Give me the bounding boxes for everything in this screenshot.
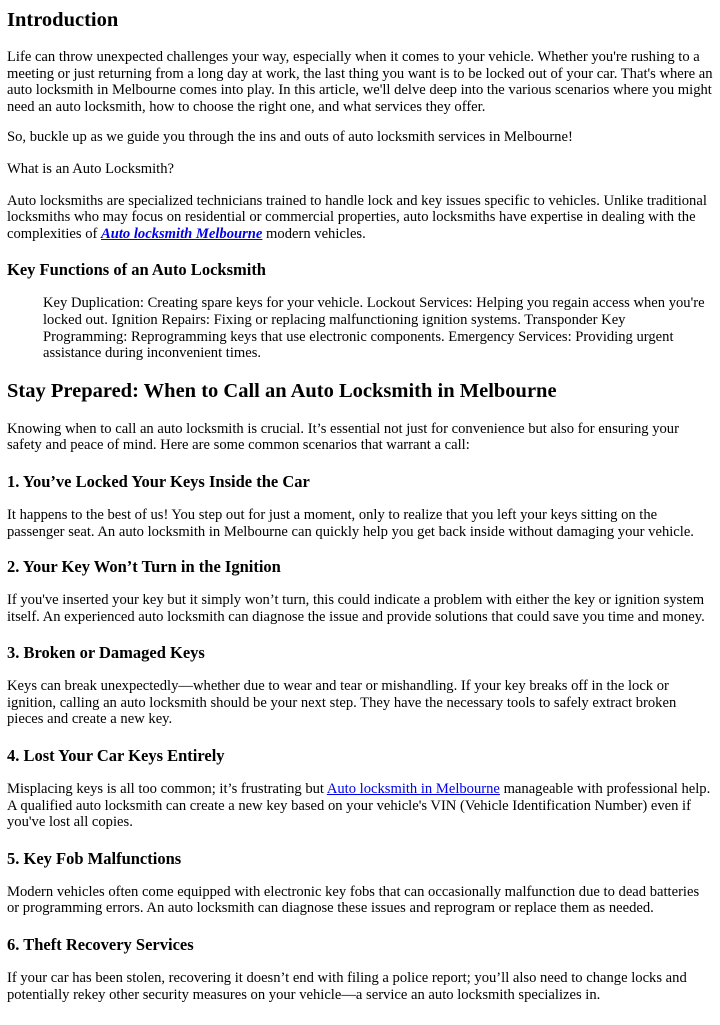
section-2-heading: 2. Your Key Won’t Turn in the Ignition xyxy=(7,557,281,577)
section-3-text: Keys can break unexpectedly—whether due to wear and tear or mishandling. If your key breaks off in the lock or ignition, calling an auto locksmith should be your next step. They have the necessary tools to safely extract broken pieces and create a new key. xyxy=(7,678,677,728)
section-1-heading: 1. You’ve Locked Your Keys Inside the Car xyxy=(7,471,310,491)
intro-paragraph-3: What is an Auto Locksmith? xyxy=(7,160,174,177)
intro-paragraph-1: Life can throw unexpected challenges your way, especially when it comes to your vehicle. Whether you're rushing to a meeting or just returning from a long day at work, the last thing you want is to be locked out of your car. That's where an auto locksmith in Melbourne comes into play. In this article, we'll delve deep into the various scenarios where you might need an auto locksmith, how to choose the right one, and what services they offer. xyxy=(7,49,713,115)
intro-paragraph-4-text-before: Auto locksmiths are specialized technicians trained to handle lock and key issues specific to vehicles. Unlike traditional locksmiths who may focus on residential or commercial properties, auto locksmiths have expertise in dealing with the complexities of xyxy=(7,192,707,242)
prepared-text: Knowing when to call an auto locksmith is crucial. It’s essential not just for convenience but also for ensuring your safety and peace of mind. Here are some common scenarios that warrant a call: xyxy=(7,420,679,454)
prepared-heading: Stay Prepared: When to Call an Auto Locksmith in Melbourne xyxy=(7,379,557,402)
section-4-text-before: Misplacing keys is all too common; it’s frustrating but xyxy=(7,781,327,798)
intro-paragraph-4 xyxy=(7,193,713,243)
section-4-text-after: manageable with professional help. A qualified auto locksmith can create a new key based on your vehicle's VIN (Vehicle Identification Number) even if you've lost all copies. xyxy=(7,781,711,831)
section-5-heading: 5. Key Fob Malfunctions xyxy=(7,848,182,868)
section-1-text: It happens to the best of us! You step out for just a moment, only to realize that you left your keys sitting on the passenger seat. An auto locksmith in Melbourne can quickly help you get back inside without damaging your vehicle. xyxy=(7,506,694,540)
section-4-heading: 4. Lost Your Car Keys Entirely xyxy=(7,746,225,766)
intro-paragraph-4-text-after: modern vehicles. xyxy=(262,225,366,242)
section-6-heading: 6. Theft Recovery Services xyxy=(7,935,194,955)
section-6-text: If your car has been stolen, recovering it doesn’t end with filing a police report; you’ll also need to change locks and potentially rekey other security measures on your vehicle—a service an auto locksmith specializes in. xyxy=(7,970,687,1003)
functions-blockquote xyxy=(43,295,713,361)
functions-text: Key Duplication: Creating spare keys for your vehicle. Lockout Services: Helping you regain access when you're locked out. Ignition Repairs: Fixing or replacing malfunctioning ignition systems. Transponder Key Programming: Reprogramming keys that use electronic components. Emergency Services: Providing urgent assistance during inconvenient times. xyxy=(43,295,705,362)
auto-locksmith-in-melbourne-link[interactable]: Auto locksmith in Melbourne xyxy=(326,781,500,798)
intro-paragraph-2: So, buckle up as we guide you through the ins and outs of auto locksmith services in Melbourne! xyxy=(7,129,573,146)
functions-heading: Key Functions of an Auto Locksmith xyxy=(7,260,266,280)
auto-locksmith-melbourne-link[interactable]: Auto locksmith Melbourne xyxy=(101,225,263,242)
section-2-text: If you've inserted your key but it simply won’t turn, this could indicate a problem with either the key or ignition system itself. An experienced auto locksmith can diagnose the issue and provide solutions that could save you time and money. xyxy=(7,592,705,625)
section-4-text xyxy=(7,781,713,831)
section-3-heading: 3. Broken or Damaged Keys xyxy=(7,643,205,663)
intro-heading: Introduction xyxy=(7,9,119,31)
article xyxy=(0,8,713,1003)
section-5-text: Modern vehicles often come equipped with electronic key fobs that can occasionally malfunction due to dead batteries or programming errors. An auto locksmith can diagnose these issues and reprogram or replace them as needed. xyxy=(7,883,700,917)
